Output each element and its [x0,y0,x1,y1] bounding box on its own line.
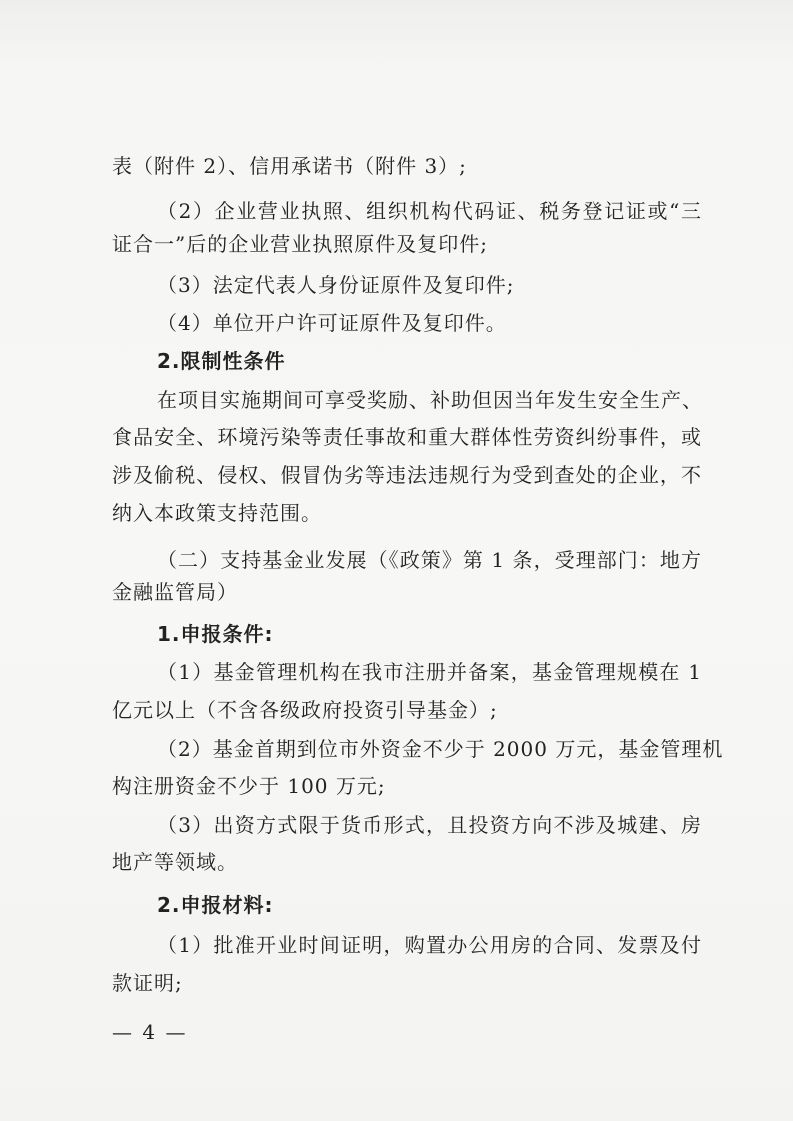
text-line: （1）基金管理机构在我市注册并备案，基金管理规模在 1 [157,660,702,684]
text-line: 证合一”后的企业营业执照原件及复印件; [112,232,488,256]
text-line: （4）单位开户许可证原件及复印件。 [157,311,507,335]
section-heading: 2.限制性条件 [157,349,286,373]
text-line: （3）法定代表人身份证原件及复印件; [157,273,515,297]
text-line: 在项目实施期间可享受奖励、补助但因当年发生安全生产、 [157,388,703,412]
text-line: （2）基金首期到位市外资金不少于 2000 万元，基金管理机 [157,737,724,761]
text-line: 亿元以上（不含各级政府投资引导基金）; [112,698,498,722]
page-number: — 4 — [112,1020,188,1044]
text-line: 构注册资金不少于 100 万元; [112,774,386,798]
text-line: 纳入本政策支持范围。 [112,501,322,525]
text-line: 金融监管局） [112,580,238,604]
text-line: 涉及偷税、侵权、假冒伪劣等违法违规行为受到查处的企业，不 [112,463,702,487]
section-heading: 1.申报条件: [157,622,274,646]
section-heading: 2.申报材料: [157,893,274,917]
text-line: （1）批准开业时间证明，购置办公用房的合同、发票及付 [157,933,702,957]
text-line: （2）企业营业执照、组织机构代码证、税务登记证或“三 [157,199,702,223]
text-line: 表（附件 2）、信用承诺书（附件 3）; [112,154,467,178]
text-line: 款证明; [112,971,183,995]
text-line: （二）支持基金业发展（《政策》第 1 条，受理部门：地方 [157,548,702,572]
text-line: 食品安全、环境污染等责任事故和重大群体性劳资纠纷事件，或 [112,425,702,449]
text-line: 地产等领域。 [112,850,238,874]
text-line: （3）出资方式限于货币形式，且投资方向不涉及城建、房 [157,813,702,837]
